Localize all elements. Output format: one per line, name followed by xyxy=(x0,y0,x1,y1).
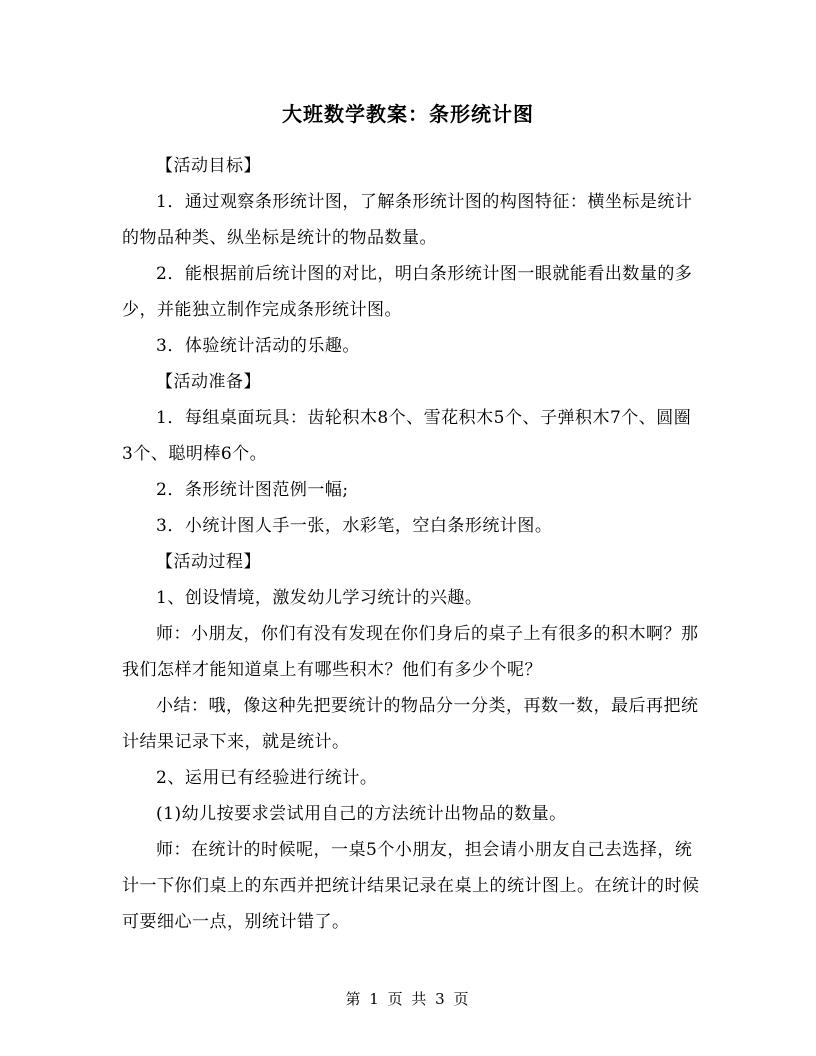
page-number: 第 1 页 共 3 页 xyxy=(345,990,471,1008)
paragraph: 3．小统计图人手一张，水彩笔，空白条形统计图。 xyxy=(156,516,553,536)
document-title: 大班数学教案：条形统计图 xyxy=(282,102,534,126)
paragraph: 1．每组桌面玩具：齿轮积木8个、雪花积木5个、子弹积木7个、圆圈3个、聪明棒6个。 xyxy=(122,408,692,464)
section-heading-process: 【活动过程】 xyxy=(156,552,261,572)
paragraph: 师：在统计的时候呢，一桌5个小朋友，担会请小朋友自己去选择，统计一下你们桌上的东西并把统计结果记录在桌上的统计图上。在统计的时候可要细心一点，别统计错了。 xyxy=(122,840,700,932)
section-heading-preparation: 【活动准备】 xyxy=(156,372,261,392)
paragraph: 2．能根据前后统计图的对比，明白条形统计图一眼就能看出数量的多少，并能独立制作完成条形统计图。 xyxy=(122,264,693,320)
paragraph: 小结：哦，像这种先把要统计的物品分一分类，再数一数，最后再把统计结果记录下来，就是统计。 xyxy=(122,696,699,752)
paragraph: 2．条形统计图范例一幅; xyxy=(156,480,349,500)
paragraph: (1)幼儿按要求尝试用自己的方法统计出物品的数量。 xyxy=(156,804,567,824)
paragraph: 1、创设情境，激发幼儿学习统计的兴趣。 xyxy=(156,588,483,608)
section-heading-objectives: 【活动目标】 xyxy=(156,156,261,176)
paragraph: 师：小朋友，你们有没有发现在你们身后的桌子上有很多的积木啊？那我们怎样才能知道桌上有哪些积木？他们有多少个呢？ xyxy=(122,624,699,680)
paragraph: 3．体验统计活动的乐趣。 xyxy=(156,336,360,356)
document-body xyxy=(122,148,700,940)
paragraph: 2、运用已有经验进行统计。 xyxy=(156,768,378,788)
paragraph: 1．通过观察条形统计图，了解条形统计图的构图特征：横坐标是统计的物品种类、纵坐标是统计的物品数量。 xyxy=(122,192,693,248)
